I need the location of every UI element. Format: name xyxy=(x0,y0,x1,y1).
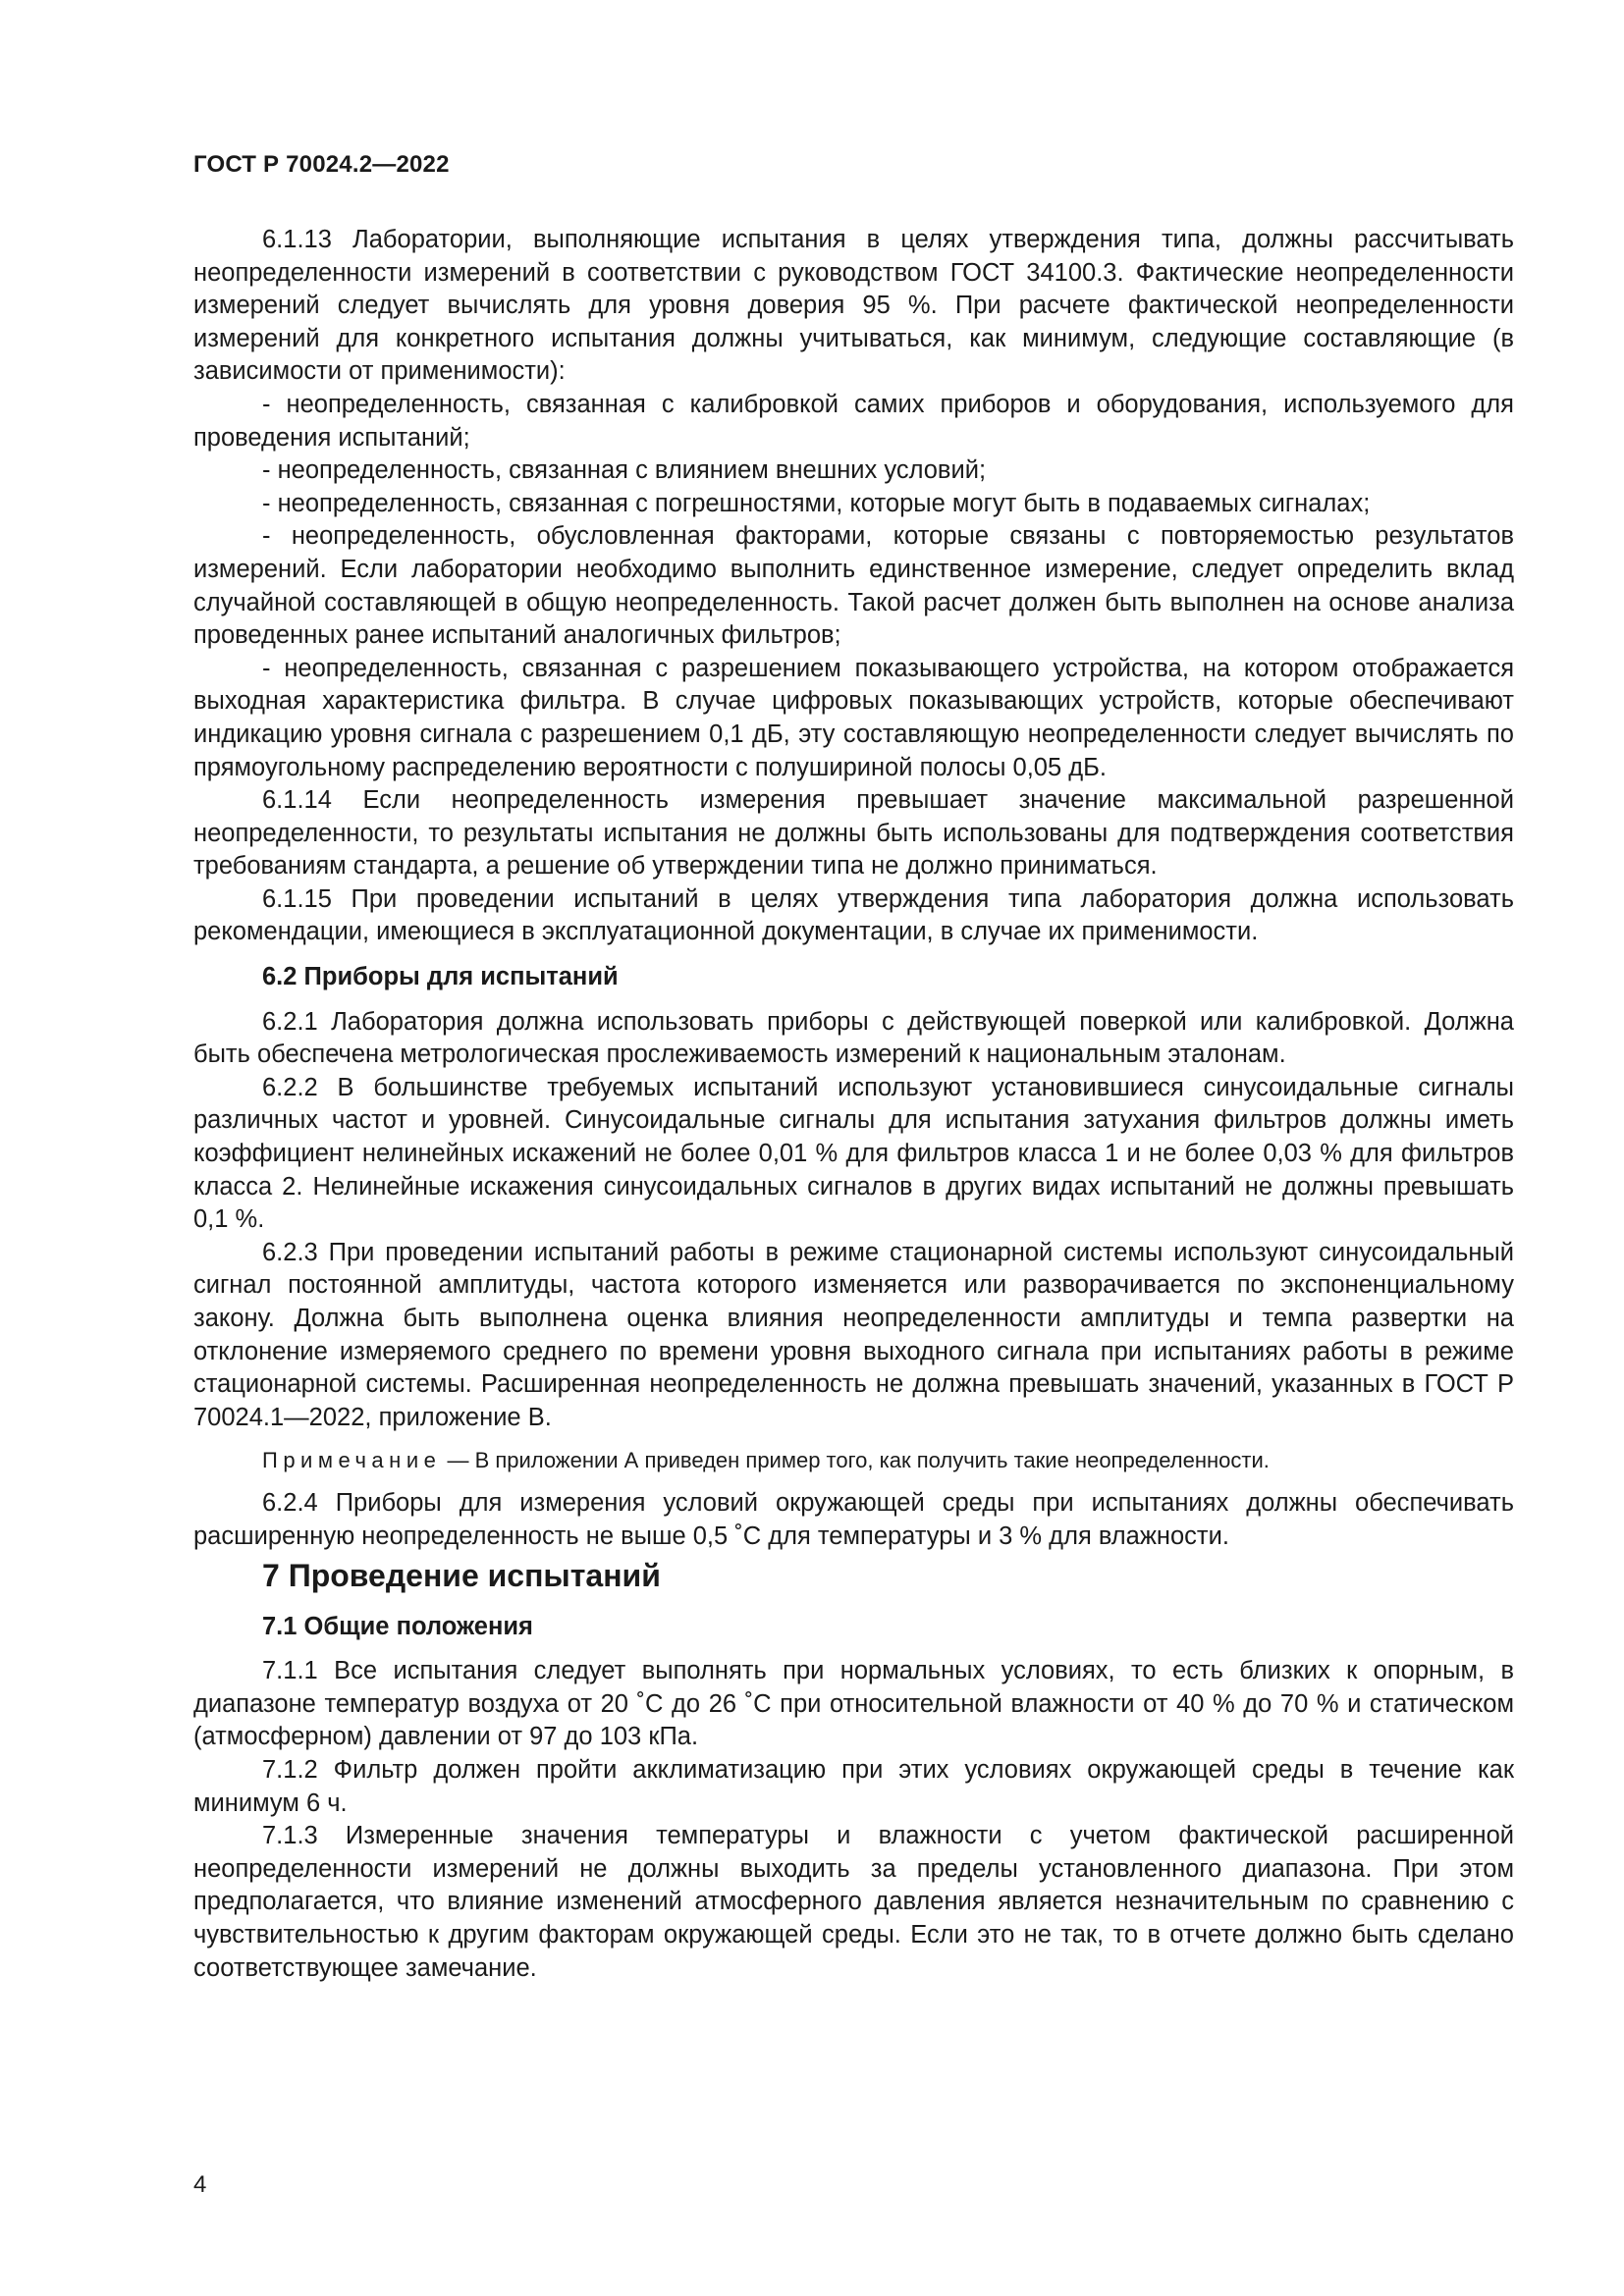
list-item: - неопределенность, связанная с влиянием внешних условий; xyxy=(262,456,987,485)
clause-6-2-2: 6.2.2 В большинстве требуемых испытаний используют установившиеся синусоидальные сигналы различных частот и уровней. Синусоидальные сигналы для испытания затухания фильтров должны иметь коэффициент нелинейных искажений не более 0,01 % для фильтров класса 1 и не более 0,03 % для фильтров класса 2. Нелинейные искажения синусоидальных сигналов в других видах испытаний не должны превышать 0,1 %. xyxy=(193,1073,1514,1234)
section-heading-7: 7 Проведение испытаний xyxy=(262,1557,661,1593)
subsection-heading-6-2: 6.2 Приборы для испытаний xyxy=(262,963,619,991)
document-code-header: ГОСТ Р 70024.2—2022 xyxy=(193,151,450,178)
clause-7-1-1: 7.1.1 Все испытания следует выполнять при нормальных условиях, то есть близких к опорным, в диапазоне температур воздуха от 20 ˚С до 26 ˚С при относительной влажности от 40 % до 70 % и статическом (атмосферном) давлении от 97 до 103 кПа. xyxy=(193,1657,1514,1751)
page-body xyxy=(193,224,1514,1985)
note-text: — В приложении А приведен пример того, как получить такие неопределенности. xyxy=(441,1448,1270,1473)
list-item: - неопределенность, связанная с калибровкой самих приборов и оборудования, используемого для проведения испытаний; xyxy=(193,390,1514,452)
note-label: Примечание xyxy=(262,1448,442,1473)
clause-7-1-2: 7.1.2 Фильтр должен пройти акклиматизацию при этих условиях окружающей среды в течение как минимум 6 ч. xyxy=(193,1755,1514,1817)
list-item: - неопределенность, обусловленная факторами, которые связаны с повторяемостью результатов измерений. Если лаборатории необходимо выполнить единственное измерение, следует определить вклад случайной составляющей в общую неопределенность. Такой расчет должен быть выполнен на основе анализа проведенных ранее испытаний аналогичных фильтров; xyxy=(193,522,1514,650)
clause-6-1-14: 6.1.14 Если неопределенность измерения превышает значение максимальной разрешенной неопределенности, то результаты испытания не должны быть использованы для подтверждения соответствия требованиям стандарта, а решение об утверждении типа не должно приниматься. xyxy=(193,786,1514,881)
clause-6-1-15: 6.1.15 При проведении испытаний в целях утверждения типа лаборатория должна использовать рекомендации, имеющиеся в эксплуатационной документации, в случае их применимости. xyxy=(193,884,1514,946)
clause-6-2-3: 6.2.3 При проведении испытаний работы в режиме стационарной системы используют синусоидальный сигнал постоянной амплитуды, частота которого изменяется или разворачивается по экспоненциальному закону. Должна быть выполнена оценка влияния неопределенности амплитуды и темпа развертки на отклонение измеряемого среднего по времени уровня выходного сигнала при испытаниях работы в режиме стационарной системы. Расширенная неопределенность не должна превышать значений, указанных в ГОСТ Р 70024.1—2022, приложение В. xyxy=(193,1238,1514,1431)
clause-6-2-4: 6.2.4 Приборы для измерения условий окружающей среды при испытаниях должны обеспечивать расширенную неопределенность не выше 0,5 ˚С для температуры и 3 % для влажности. xyxy=(193,1489,1514,1550)
clause-6-1-13: 6.1.13 Лаборатории, выполняющие испытания в целях утверждения типа, должны рассчитывать неопределенности измерений в соответствии с руководством ГОСТ 34100.3. Фактические неопределенности измерений следует вычислять для уровня доверия 95 %. При расчете фактической неопределенности измерений для конкретного испытания должны учитываться, как минимум, следующие составляющие (в зависимости от применимости): xyxy=(193,226,1514,386)
clause-7-1-3: 7.1.3 Измеренные значения температуры и влажности с учетом фактической расширенной неопределенности измерений не должны выходить за пределы установленного диапазона. При этом предполагается, что влияние изменений атмосферного давления является незначительным по сравнению с чувствительностью к другим факторам окружающей среды. Если это не так, то в отчете должно быть сделано соответствующее замечание. xyxy=(193,1822,1514,1982)
page-number: 4 xyxy=(193,2171,207,2198)
note xyxy=(193,1446,1514,1475)
list-item: - неопределенность, связанная с разрешением показывающего устройства, на котором отображается выходная характеристика фильтра. В случае цифровых показывающих устройств, которые обеспечивают индикацию уровня сигнала с разрешением 0,1 дБ, эту составляющую неопределенности следует вычислять по прямоугольному распределению вероятности с полушириной полосы 0,05 дБ. xyxy=(193,654,1514,781)
subsection-heading-7-1: 7.1 Общие положения xyxy=(262,1612,533,1640)
clause-6-2-1: 6.2.1 Лаборатория должна использовать приборы с действующей поверкой или калибровкой. Должна быть обеспечена метрологическая прослеживаемость измерений к национальным эталонам. xyxy=(193,1007,1514,1069)
list-item: - неопределенность, связанная с погрешностями, которые могут быть в подаваемых сигналах; xyxy=(262,489,1371,517)
